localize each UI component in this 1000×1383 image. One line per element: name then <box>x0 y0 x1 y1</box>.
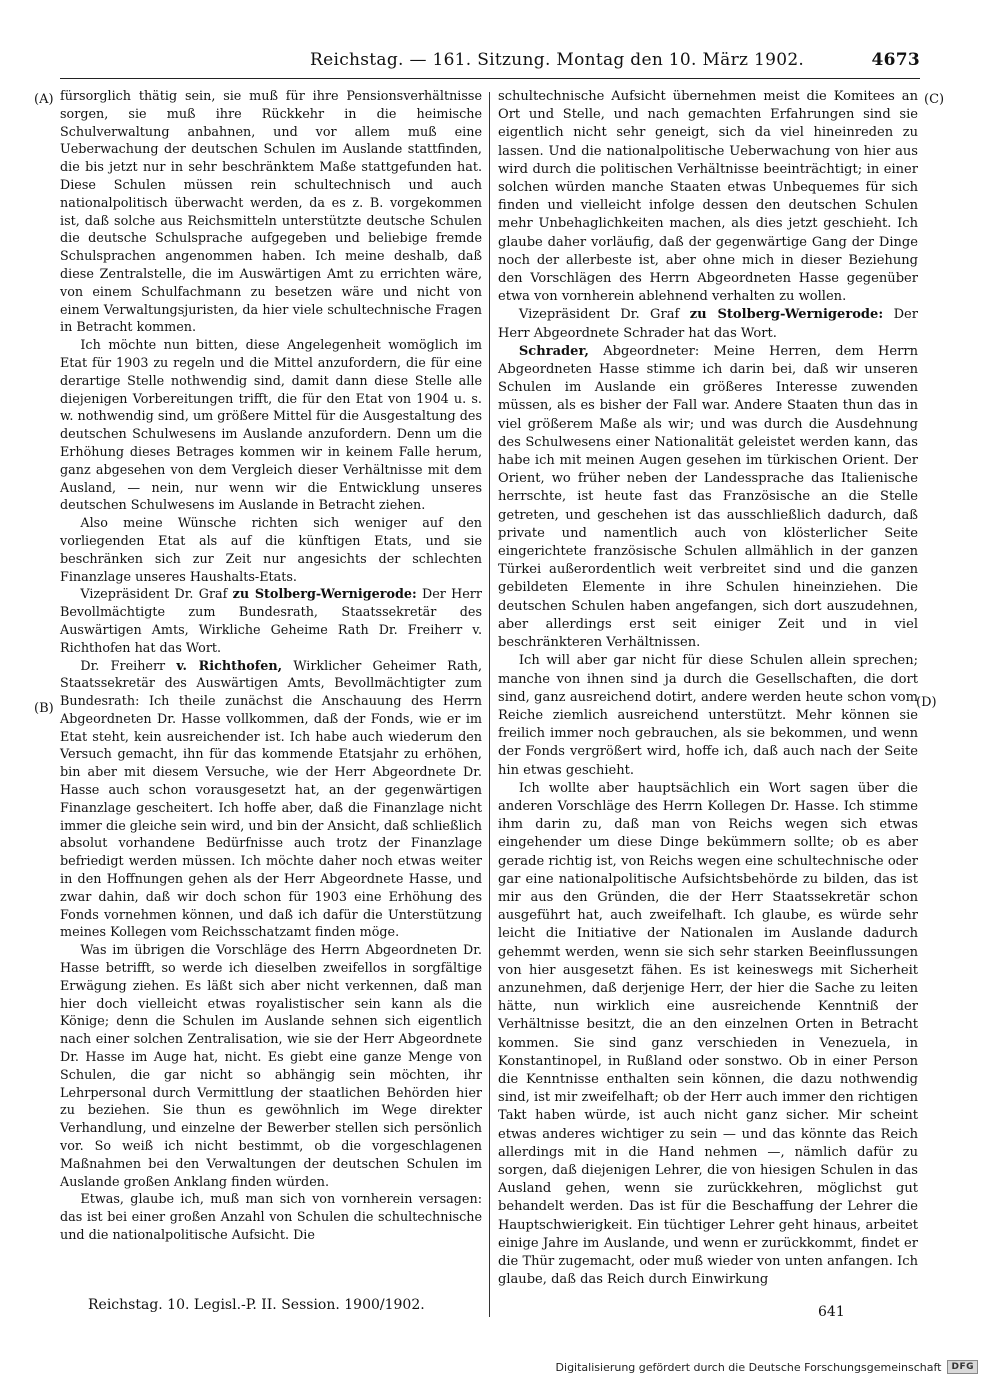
margin-marker-c: (C) <box>924 92 945 107</box>
page-header <box>60 44 920 79</box>
column-divider <box>489 92 490 1317</box>
speaker-name: zu Stolberg-Wernigerode: <box>232 587 417 603</box>
paragraph: Also meine Wünsche richten sich weniger auf den vorliegenden Etat als auf die künftigen Etats, und sie beschränken sich zur Zeit nur angesichts der schlechten Finanzlage unseres Haushalts-Etats. <box>60 516 482 585</box>
speaker-paragraph <box>60 658 482 943</box>
left-column <box>60 88 482 1290</box>
right-column <box>498 88 918 1306</box>
footer-session-info: Reichstag. 10. Legisl.-P. II. Session. 1900/1902. <box>88 1297 425 1313</box>
speaker-name: zu Stolberg-Wernigerode: <box>689 307 884 323</box>
paragraph: Etwas, glaube ich, muß man sich von vornherein versagen: das ist bei einer großen Anzahl von Schulen die schultechnische und die nationalpolitische Aufsicht. Die <box>60 1192 482 1243</box>
speaker-title: Vizepräsident Dr. Graf <box>518 307 690 323</box>
speaker-paragraph <box>498 343 918 652</box>
speech-text: Wirklicher Geheimer Rath, Staatssekretär des Auswärtigen Amts, Bevollmächtigter zum Bundesrath: Ich theile zunächst die Anschauung des Herrn Abgeordneten Dr. Hasse vollkommen, daß der Fonds, wie er im Etat steht, kein ausreichender ist. Ich habe auch wiederum den Versuch gemacht, ihn für das kommende Etatsjahr zu erhöhen, bin aber mit diesem Versuche, wie der Herr Abgeordnete Dr. Hasse auch schon vorausgesetzt hat, an der gegenwärtigen Finanzlage gescheitert. Ich hoffe aber, daß die Finanzlage nicht immer die gleiche sein wird, und bin der Ansicht, daß schließlich absolut vorhandene Bedürfnisse auch trotz der Finanzlage befriedigt werden müssen. Ich möchte daher noch etwas weiter in den Hoffnungen gehen als der Herr Abgeordnete Hasse, und zwar dahin, daß wir doch schon für 1903 eine Erhöhung des Fonds vornehmen können, und daß ich dafür die Unterstützung meines Kollegen vom Reichsschatzamt finden möge. <box>60 658 483 941</box>
paragraph: Ich möchte nun bitten, diese Angelegenheit womöglich im Etat für 1903 zu regeln und die Mittel anzufordern, die für eine derartige Stelle nothwendig sind, damit dann diese Stelle alle diejenigen Vorbereitungen trifft, die für den Etat von 1904 u. s. w. nothwendig sind, um größere Mittel für die Ausgestaltung des deutschen Schulwesens im Auslande anzufordern. Denn um die Erhöhung dieses Betrages kommen wir in keinem Falle herum, ganz abgesehen von dem Vergleich dieser Verhältnisse mit dem Ausland, — nein, nur wenn wir die Entwicklung unseres deutschen Schulwesens im Auslande in Betracht ziehen. <box>60 338 482 514</box>
speaker-title: Vizepräsident Dr. Graf <box>80 587 233 603</box>
speech-text: Der Herr Bevollmächtigte zum Bundesrath, Staatssekretär des Auswärtigen Amts, Wirkliche Geheime Rath Dr. Freiherr v. Richthofen hat das Wort. <box>60 587 482 656</box>
margin-marker-b: (B) <box>34 701 54 716</box>
paragraph: schultechnische Aufsicht übernehmen meist die Komitees an Ort und Stelle, und nach gemachten Erfahrungen sind sie eigentlich nicht sehr geneigt, sich da viel hineinreden zu lassen. Und die nationalpolitische Ueberwachung von hier aus wird durch die politischen Verhältnisse beeinträchtigt; in einer solchen würden manche Staaten etwas Unbequemes für sich finden und vielleicht infolge dessen den deutschen Schulen mehr Unbehaglichkeiten machen, als dies jetzt geschieht. Ich glaube daher vorläufig, daß der gegenwärtige Gang der Dinge noch der allerbeste ist, aber ohne mich in dieser Beziehung den Vorschlägen des Herrn Abgeordneten Hasse gegenüber etwa von vornherein ablehnend verhalten zu wollen. <box>498 89 918 305</box>
speaker-paragraph <box>498 306 918 342</box>
speaker-title: Dr. Freiherr <box>80 658 177 674</box>
margin-marker-d: (D) <box>916 695 937 710</box>
paragraph: Was im übrigen die Vorschläge des Herrn Abgeordneten Dr. Hasse betrifft, so werde ich dieselben zweifellos in sorgfältige Erwägung ziehen. Es läßt sich aber nicht verkennen, daß man hier doch vielleicht etwas royalistischer sein kann als die Könige; denn die Schulen im Auslande sehnen sich eigentlich nach einer solchen Zentralisation, wie sie der Herr Abgeordnete Dr. Hasse im Auge hat, nicht. Es giebt eine ganze Menge von Schulen, die gar nicht so abhängig sein möchten, ihr Lehrpersonal durch Vermittlung der staatlichen Behörden hier zu beziehen. Sie thun es gewöhnlich im Wege direkter Verhandlung, und einzelne der Bewerber stellen sich persönlich vor. So weiß ich nicht bestimmt, ob die vorgeschlagenen Maßnahmen bei den Verwaltungen der deutschen Schulen im Auslande großen Anklang finden würden. <box>60 943 482 1190</box>
digitization-credit <box>556 1360 978 1374</box>
paragraph: Ich will aber gar nicht für diese Schulen allein sprechen; manche von ihnen sind ja durch die Gesellschaften, die dort sind, ganz ausreichend dotirt, andere werden heute schon vom Reiche ziemlich ausreichend unterstützt. Mehr können sie freilich immer noch gebrauchen, als sie bekommen, und wenn der Fonds vergrößert wird, hoffe ich, daß auch nach der Seite hin etwas geschieht. <box>498 653 918 778</box>
paragraph: Ich wollte aber hauptsächlich ein Wort sagen über die anderen Vorschläge des Herrn Kollegen Dr. Hasse. Ich stimme ihm darin zu, daß man von Reichs wegen sich etwas eingehender um diese Dinge bekümmern sollte; ob es aber gerade richtig ist, von Reichs wegen eine schultechnische oder gar eine nationalpolitische Aufsichtsbehörde zu bilden, das ist mir aus den Gründen, die der Herr Staatssekretär schon ausgeführt hat, auch zweifelhaft. Ich glaube, es würde sehr leicht die Initiative der Nationalen im Auslande dadurch gehemmt werden, wenn sie sich sehr starken Beeinflussungen von hier ausgesetzt fähen. Es ist keineswegs mit Sicherheit anzunehmen, daß derjenige Herr, der hier die Sache zu leiten hätte, nun wirklich eine ausreichende Kenntniß der Verhältnisse besitzt, die an den einzelnen Orten in Betracht kommen. Sie sind ganz verschieden in Venezuela, in Konstantinopel, in Rußland oder sonstwo. Ob in einer Person die Kenntnisse enthalten sein können, die dazu nothwendig sind, ist mir zweifelhaft; ob der Herr auch immer den richtigen Takt haben würde, ist auch nicht ganz sicher. Mir scheint etwas anderes wichtiger zu sein — und das könnte das Reich allerdings mit in die Hand nehmen —, nämlich dafür zu sorgen, daß diejenigen Lehrer, die von hiesigen Schulen in das Ausland gehen, wenn sie zurückkehren, möglichst gut behandelt werden. Das ist für die Beschaffung der Lehrer die Hauptschwierigkeit. Ein tüchtiger Lehrer geht hinaus, arbeitet einige Jahre im Auslande, und wenn er zurückkommt, findet er die Thür zugemacht, oder muß wieder von unten anfangen. Ich glaube, daß das Reich durch Einwirkung <box>498 780 918 1288</box>
margin-marker-a: (A) <box>34 92 54 107</box>
footer-sheet-number: 641 <box>818 1304 845 1320</box>
running-title: Reichstag. — 161. Sitzung. Montag den 10. März 1902. <box>310 50 805 70</box>
speaker-name: v. Richthofen, <box>176 658 283 674</box>
paragraph: fürsorglich thätig sein, sie muß für ihre Pensionsverhältnisse sorgen, sie muß ihre Rückkehr in die heimische Schulverwaltung anbahnen, und vor allem muß eine Ueberwachung der deutschen Schulen im Auslande stattfinden, die bis jetzt nur in sehr beschränktem Maße stattgefunden hat. Diese Schulen müssen rein schultechnisch und auch nationalpolitisch überwacht werden, da es z. B. vorgekommen ist, daß solche aus Reichsmitteln unterstützte deutsche Schulen die deutsche Schulsprache aufgegeben und beliebige fremde Schulsprachen angenommen haben. Ich meine deshalb, daß diese Zentralstelle, die im Auswärtigen Amt zu errichten wäre, von einem Schulfachmann zu besetzen wäre und nicht von einem Verwaltungsjuristen, da hier viele schultechnische Fragen in Betracht kommen. <box>60 89 482 336</box>
dfg-logo-icon: DFG <box>947 1360 978 1374</box>
page-number: 4673 <box>871 50 920 70</box>
credit-text: Digitalisierung gefördert durch die Deutsche Forschungsgemeinschaft <box>555 1360 942 1374</box>
speaker-paragraph <box>60 586 482 657</box>
speech-text: Der Herr Abgeordnete Schrader hat das Wort. <box>498 307 918 341</box>
speech-text: Abgeordneter: Meine Herren, dem Herrn Abgeordneten Hasse stimme ich darin bei, daß wir unseren Schulen im Auslande ein größeres Interesse zuwenden müssen, als es bisher der Fall war. Andere Staaten thun das in viel größerem Maße als wir; und was durch die Ausdehnung des Schulwesens einer Nationalität geleistet werden kann, das habe ich mit meinen Augen gesehen im türkischen Orient. Der Orient, wo früher neben der Landessprache das Italienische herrschte, ist heute fast das Französische an die Stelle getreten, und geschehen ist das ausschließlich dadurch, daß private und namentlich auch von klösterlicher Seite eingerichtete französische Schulen allmählich in der ganzen Türkei außerordentlich weit verbreitet sind und die ganzen gebildeten Elemente in ihre Schulen hineinziehen. Die deutschen Schulen haben angefangen, sich dort auszudehnen, aber allerdings erst seit einiger Zeit und in viel beschränkteren Verhältnissen. <box>498 343 918 651</box>
speaker-name: Schrader, <box>518 343 589 359</box>
